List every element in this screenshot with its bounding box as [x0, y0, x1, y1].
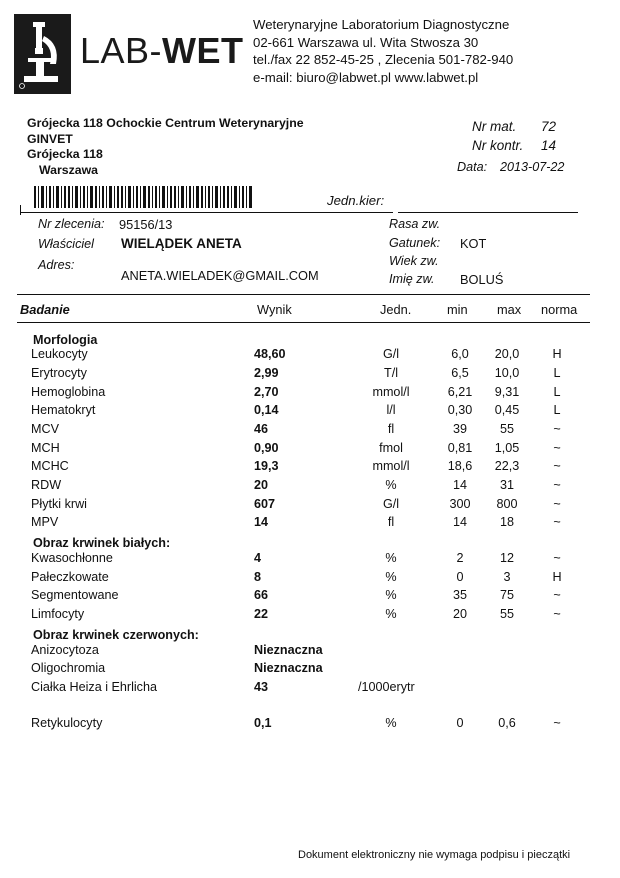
order-box-top-right [398, 212, 578, 213]
row-unit: G/l [382, 497, 400, 511]
table-row [0, 385, 620, 403]
owner-label: Właściciel [38, 237, 94, 251]
row-norm: ~ [553, 422, 561, 436]
row-name: Segmentowane [31, 588, 119, 602]
row-name: Pałeczkowate [31, 570, 109, 584]
row-name: Oligochromia [31, 661, 106, 675]
row-unit: % [385, 588, 397, 602]
row-max: 1,05 [494, 441, 520, 455]
row-norm: ~ [553, 515, 561, 529]
logo-mark [14, 14, 71, 94]
nr-kontr-value: 14 [541, 138, 557, 153]
nr-zlecenia-value: 95156/13 [119, 217, 173, 232]
row-name: Kwasochłonne [31, 551, 113, 565]
clinic-line1: Grójecka 118 Ochockie Centrum Weterynaryjne [27, 116, 304, 130]
row-unit: % [385, 478, 397, 492]
row-max: 55 [499, 607, 515, 621]
lab-address: 02-661 Warszawa ul. Wita Stwosza 30 [253, 34, 479, 50]
row-max: 0,6 [498, 716, 516, 730]
row-unit: mmol/l [372, 385, 410, 399]
row-min: 300 [449, 497, 471, 511]
row-norm: ~ [553, 478, 561, 492]
row-name: Hematokryt [31, 403, 96, 417]
row-unit: fmol [379, 441, 403, 455]
lab-name: Weterynaryjne Laboratorium Diagnostyczne [253, 17, 510, 32]
row-result: 48,60 [254, 347, 286, 361]
row-name: Płytki krwi [31, 497, 87, 511]
row-norm: ~ [553, 551, 561, 565]
table-row [0, 497, 620, 515]
row-name: MCHC [31, 459, 69, 473]
row-result: 22 [254, 607, 269, 621]
row-max: 20,0 [494, 347, 520, 361]
table-header-top-rule [17, 294, 590, 295]
header-max: max [497, 302, 522, 317]
row-result: 0,90 [254, 441, 279, 455]
lab-phone: tel./fax 22 852-45-25 , Zlecenia 501-782-940 [253, 52, 514, 67]
address-label: Adres: [38, 258, 75, 272]
row-name: Leukocyty [31, 347, 88, 361]
row-norm: H [552, 347, 562, 361]
row-unit: % [385, 551, 397, 565]
row-max: 55 [499, 422, 515, 436]
row-name: MCH [31, 441, 60, 455]
lab-contact-block [253, 16, 513, 86]
row-result: 19,3 [254, 459, 279, 473]
barcode [34, 186, 252, 208]
row-result: 0,1 [254, 716, 272, 730]
logo-text-wet: WET [162, 30, 244, 71]
row-min: 35 [452, 588, 468, 602]
section-white-cells: Obraz krwinek białych: [33, 536, 171, 550]
row-max: 800 [496, 497, 518, 511]
row-norm: ~ [553, 588, 561, 602]
row-min: 0,81 [447, 441, 473, 455]
row-result: 66 [254, 588, 269, 602]
row-result: 46 [254, 422, 269, 436]
row-min: 0 [456, 570, 464, 584]
row-unit: mmol/l [372, 459, 410, 473]
row-min: 20 [452, 607, 468, 621]
clinic-block [27, 116, 304, 178]
jedn-kier-label: Jedn.kier: [327, 193, 385, 208]
row-min: 2 [456, 551, 464, 565]
row-norm: L [553, 385, 561, 399]
row-result: 20 [254, 478, 269, 492]
owner-value: WIELĄDEK ANETA [121, 236, 242, 251]
header-min: min [447, 302, 468, 317]
imie-value: BOLUŚ [460, 272, 504, 287]
table-row [0, 643, 620, 661]
table-row [0, 422, 620, 440]
nr-mat-value: 72 [541, 119, 557, 134]
row-name: Retykulocyty [31, 716, 103, 730]
row-name: Limfocyty [31, 607, 85, 621]
wiek-label: Wiek zw. [389, 254, 439, 268]
table-row [0, 515, 620, 533]
row-result: 8 [254, 570, 262, 584]
row-max: 75 [499, 588, 515, 602]
gatunek-label: Gatunek: [389, 236, 441, 250]
row-max: 22,3 [494, 459, 520, 473]
table-row [0, 441, 620, 459]
row-min: 18,6 [447, 459, 473, 473]
row-norm: L [553, 366, 561, 380]
table-row [0, 661, 620, 679]
header-norma: norma [541, 302, 578, 317]
clinic-line4: Warszawa [39, 162, 99, 177]
row-name: MCV [31, 422, 59, 436]
table-row [0, 716, 620, 734]
row-unit: fl [387, 422, 395, 436]
row-min: 6,21 [447, 385, 473, 399]
header-wynik: Wynik [257, 302, 292, 317]
table-row [0, 588, 620, 606]
imie-label: Imię zw. [389, 272, 435, 286]
row-max: 10,0 [494, 366, 520, 380]
row-norm: ~ [553, 607, 561, 621]
row-result: 607 [254, 497, 276, 511]
section-red-cells: Obraz krwinek czerwonych: [33, 628, 199, 642]
row-name: MPV [31, 515, 59, 529]
table-row [0, 366, 620, 384]
table-row [0, 570, 620, 588]
row-norm: ~ [553, 497, 561, 511]
row-result: 43 [254, 680, 269, 694]
header-badanie: Badanie [20, 302, 70, 317]
row-name: Hemoglobina [31, 385, 106, 399]
row-result: Nieznaczna [254, 643, 323, 657]
row-result: 2,99 [254, 366, 279, 380]
table-header-bottom-rule [17, 322, 590, 323]
row-unit: fl [387, 515, 395, 529]
row-norm: H [552, 570, 562, 584]
order-box-top-left [20, 212, 393, 213]
row-min: 0,30 [447, 403, 473, 417]
gatunek-value: KOT [460, 236, 487, 251]
nr-kontr-label: Nr kontr. [472, 138, 524, 153]
table-row [0, 551, 620, 569]
date-label: Data: [457, 160, 488, 174]
row-unit: l/l [386, 403, 396, 417]
row-name: Ciałka Heiza i Ehrlicha [31, 680, 157, 694]
row-max: 31 [499, 478, 515, 492]
row-norm: ~ [553, 459, 561, 473]
section-morfologia: Morfologia [33, 333, 98, 347]
row-result: 4 [254, 551, 262, 565]
row-unit: % [385, 607, 397, 621]
row-unit: G/l [382, 347, 400, 361]
row-norm: L [553, 403, 561, 417]
row-min: 6,5 [451, 366, 469, 380]
owner-email: ANETA.WIELADEK@GMAIL.COM [121, 268, 319, 283]
lab-email-web: e-mail: biuro@labwet.pl www.labwet.pl [253, 69, 479, 85]
row-min: 14 [452, 478, 468, 492]
header-jedn: Jedn. [380, 302, 412, 317]
row-name: Anizocytoza [31, 643, 99, 657]
row-unit: T/l [384, 366, 398, 380]
row-result: 2,70 [254, 385, 279, 399]
order-box-left-edge [20, 205, 21, 215]
table-row [0, 478, 620, 496]
row-min: 0 [456, 716, 464, 730]
rasa-label: Rasa zw. [389, 217, 441, 231]
logo-text-lab: LAB [80, 30, 150, 71]
footer-note: Dokument elektroniczny nie wymaga podpisu i pieczątki [298, 849, 571, 861]
row-name: Erytrocyty [31, 366, 87, 380]
date-value: 2013-07-22 [500, 160, 565, 174]
row-unit: % [385, 716, 397, 730]
row-max: 12 [499, 551, 515, 565]
row-max: 9,31 [494, 385, 520, 399]
clinic-line3: Grójecka 118 [27, 147, 103, 161]
row-max: 0,45 [494, 403, 520, 417]
clinic-line2: GINVET [27, 131, 73, 146]
row-result: 0,14 [254, 403, 279, 417]
row-name: RDW [31, 478, 62, 492]
row-max: 18 [499, 515, 515, 529]
logo-text-dash: - [149, 30, 163, 71]
row-min: 6,0 [451, 347, 469, 361]
nr-mat-label: Nr mat. [472, 119, 517, 134]
row-min: 14 [452, 515, 468, 529]
row-result: 14 [254, 515, 269, 529]
table-row [0, 459, 620, 477]
table-row [0, 680, 620, 698]
table-row [0, 347, 620, 365]
table-row [0, 607, 620, 625]
nr-zlecenia-label: Nr zlecenia: [38, 217, 105, 231]
table-row [0, 403, 620, 421]
row-unit: % [385, 570, 397, 584]
row-result: Nieznaczna [254, 661, 323, 675]
row-unit: /1000erytr [358, 680, 415, 694]
logo-text [80, 30, 244, 72]
row-max: 3 [503, 570, 511, 584]
row-norm: ~ [553, 441, 561, 455]
row-norm: ~ [553, 716, 561, 730]
row-min: 39 [452, 422, 468, 436]
microscope-icon [14, 14, 71, 94]
